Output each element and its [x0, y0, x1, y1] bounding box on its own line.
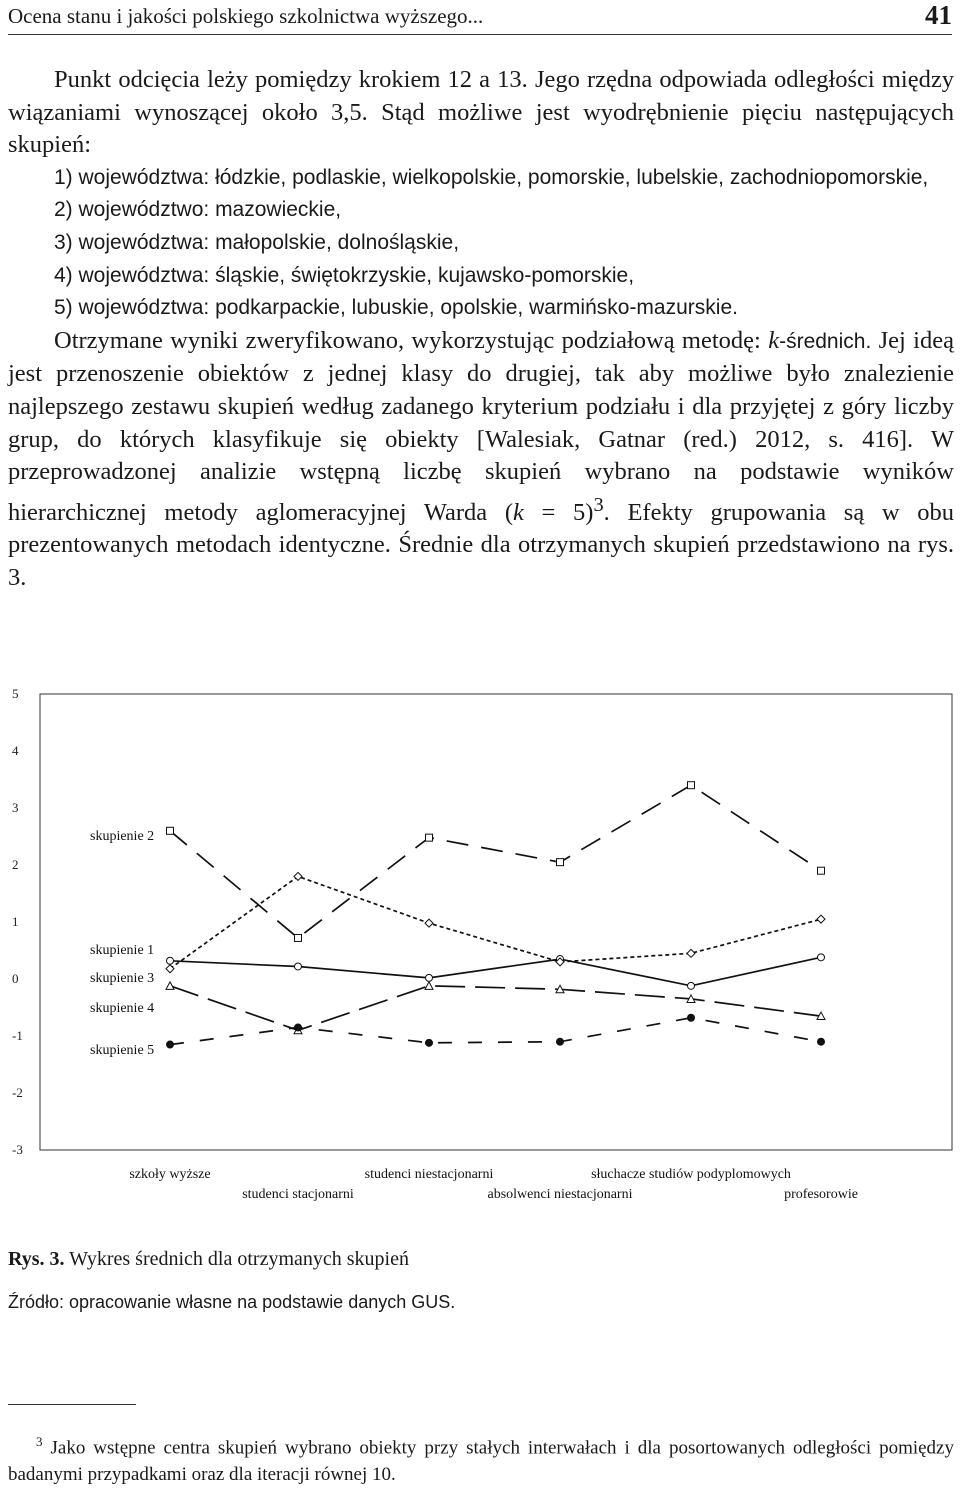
- series-label: skupienie 3: [90, 971, 155, 986]
- data-point: [167, 957, 174, 964]
- series-label: skupienie 2: [90, 829, 155, 844]
- series-line: [170, 785, 821, 938]
- page-number: 41: [925, 0, 952, 30]
- data-point: [818, 954, 825, 961]
- caption-label: Rys. 3.: [8, 1248, 65, 1270]
- data-point: [425, 982, 433, 990]
- x-tick-label: studenci stacjonarni: [242, 1187, 354, 1202]
- paragraph-2-c: Jej ideą jest przenoszenie obiektów z jednej klasy do drugiej, tak aby możliwe było znalezienie najlepszego zestawu skupień według zadanego kryterium podziału i dla przyjętej z góry liczby grup, do których klasyfikuje się obiekty [Walesiak, Gatnar (red.) 2012, s. 416]. W przeprowadzonej analizie wstępną liczbę skupień wybrano na podstawie wyników hierarchicznej metody aglomeracyjnej Warda (: [8, 326, 954, 526]
- series-line: [170, 876, 821, 968]
- data-point: [426, 834, 433, 841]
- y-tick-label: -2: [12, 1085, 23, 1100]
- paragraph-2-eq: = 5): [523, 498, 594, 526]
- series-markers: [166, 782, 825, 1048]
- footnote-text: Jako wstępne centra skupień wybrano obiekty przy stałych interwałach i dla posortowanych odległości pomiędzy badanymi przypadkami oraz dla iteracji równej 10.: [8, 1437, 954, 1486]
- x-tick-label: studenci niestacjonarni: [364, 1167, 494, 1182]
- data-point: [167, 827, 174, 834]
- paragraph-2-b: -średnich.: [779, 329, 872, 353]
- y-tick-label: 1: [12, 914, 19, 929]
- y-tick-label: 3: [12, 800, 19, 815]
- paragraph-2-k2: k: [512, 498, 524, 526]
- series-labels: [90, 829, 154, 1058]
- paragraph-2-a: Otrzymane wyniki zweryfikowano, wykorzystując podziałową metodę:: [54, 326, 769, 354]
- data-point: [687, 949, 695, 957]
- data-point: [167, 1041, 174, 1048]
- data-point: [295, 963, 302, 970]
- x-tick-label: szkoły wyższe: [129, 1167, 211, 1182]
- paragraph-1: Punkt odcięcia leży pomiędzy krokiem 12 a 13. Jego rzędna odpowiada odległości między wiązaniami wynoszącej około 3,5. Stąd możliwe jest wyodrębnienie pięciu następujących skupień:: [8, 66, 954, 159]
- footnote-number: 3: [36, 1434, 43, 1449]
- y-tick-label: 5: [12, 686, 19, 701]
- data-point: [688, 1014, 695, 1021]
- x-tick-label: słuchacze studiów podyplomowych: [591, 1167, 791, 1182]
- data-point: [817, 915, 825, 923]
- y-tick-label: 4: [12, 743, 19, 758]
- list-item: 3) województwa: małopolskie, dolnośląskie,: [54, 230, 460, 254]
- data-point: [166, 982, 174, 990]
- footnote: [8, 1428, 954, 1488]
- footnote-ref[interactable]: 3: [593, 493, 604, 516]
- series-label: skupienie 4: [90, 1001, 155, 1016]
- y-tick-label: -3: [12, 1142, 23, 1157]
- series-label: skupienie 1: [90, 943, 155, 958]
- header-title: Ocena stanu i jakości polskiego szkolnictwa wyższego...: [8, 4, 484, 28]
- x-axis: [129, 1167, 858, 1202]
- list-item: 5) województwa: podkarpackie, lubuskie, opolskie, warmińsko-mazurskie.: [54, 296, 738, 320]
- plot-frame: [40, 694, 952, 1150]
- data-point: [557, 1038, 564, 1045]
- list-item: 1) województwa: łódzkie, podlaskie, wielkopolskie, pomorskie, lubelskie, zachodniopomorskie,: [54, 165, 929, 189]
- data-point: [557, 859, 564, 866]
- series-line: [170, 957, 821, 986]
- data-point: [818, 867, 825, 874]
- series-lines: [170, 785, 821, 1044]
- data-point: [688, 782, 695, 789]
- running-header: [8, 0, 952, 35]
- data-point: [688, 982, 695, 989]
- data-point: [295, 1024, 302, 1031]
- data-point: [425, 919, 433, 927]
- y-tick-label: 2: [12, 857, 19, 872]
- body-text: [8, 64, 954, 595]
- paragraph-2: [8, 325, 954, 595]
- data-point: [295, 934, 302, 941]
- paragraph-2-k: k: [768, 326, 780, 354]
- data-point: [426, 974, 433, 981]
- figure-caption: [8, 1248, 409, 1271]
- x-tick-label: profesorowie: [784, 1187, 858, 1202]
- footnote-rule: [8, 1404, 136, 1405]
- series-line: [170, 1018, 821, 1045]
- list-item: 4) województwa: śląskie, świętokrzyskie, kujawsko-pomorskie,: [54, 263, 635, 287]
- data-point: [818, 1038, 825, 1045]
- caption-text: Wykres średnich dla otrzymanych skupień: [64, 1248, 409, 1270]
- figure-source: Źródło: opracowanie własne na podstawie danych GUS.: [8, 1292, 456, 1312]
- y-tick-label: 0: [12, 971, 19, 986]
- x-tick-label: absolwenci niestacjonarni: [487, 1187, 633, 1202]
- data-point: [426, 1039, 433, 1046]
- y-axis: [12, 686, 23, 1157]
- list-item: 2) województwo: mazowieckie,: [54, 198, 342, 222]
- series-line: [170, 986, 821, 1031]
- cluster-means-chart: [0, 676, 960, 1216]
- paragraph-2-d: . Efekty grupowania są w obu prezentowanych metodach identyczne. Średnie dla otrzymanych skupień przedstawiono na rys. 3.: [8, 498, 954, 592]
- y-tick-label: -1: [12, 1028, 23, 1043]
- data-point: [294, 872, 302, 880]
- series-label: skupienie 5: [90, 1043, 155, 1058]
